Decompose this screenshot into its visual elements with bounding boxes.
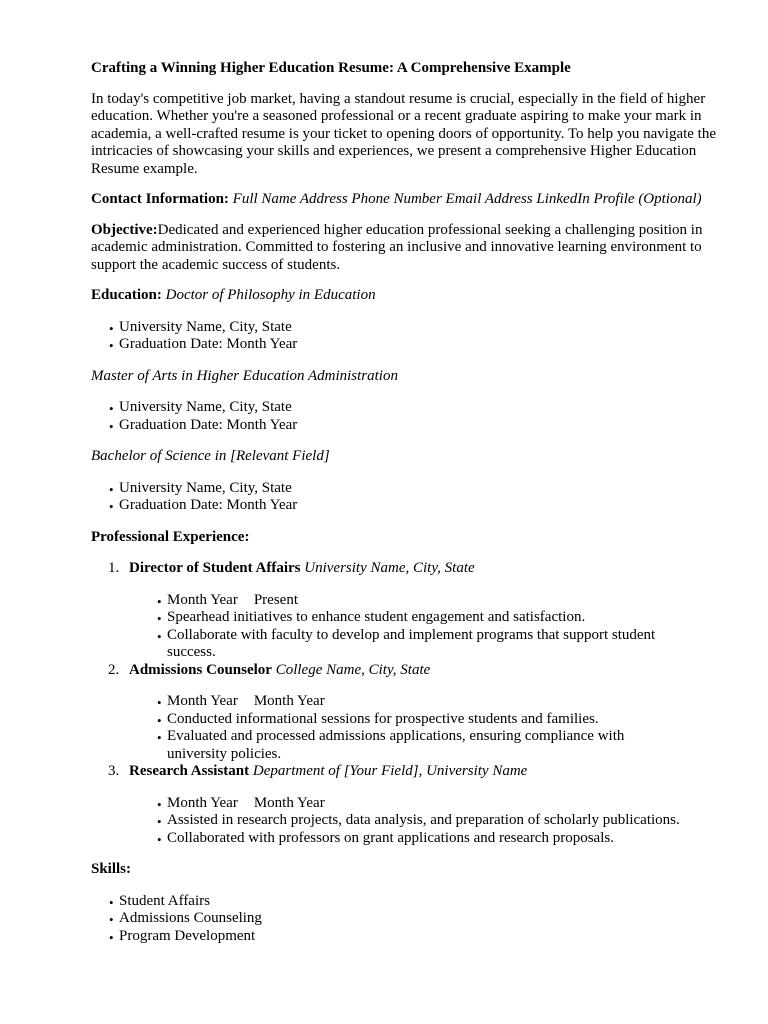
intro-paragraph: In today's competitive job market, having a standout resume is crucial, especially in the field of higher education. Whether you're a seasoned professional or a recent graduate aspiring to make your mark in academia, a well-crafted resume is your ticket to opening doors of opportunity. To help you navigate the intricacies of showcasing your skills and experiences, we present a comprehensive Higher Education Resume example. — [91, 90, 717, 177]
job-entry — [91, 560, 728, 662]
job-header — [129, 763, 728, 781]
document-title: Crafting a Winning Higher Education Resume: A Comprehensive Example — [91, 60, 571, 76]
degree-details-list — [91, 480, 728, 515]
degree-name: Master of Arts in Higher Education Administration — [91, 367, 398, 384]
job-entry — [91, 662, 728, 764]
objective-text: Dedicated and experienced higher education professional seeking a challenging position in academic administration. Committed to fostering an inclusive and innovative learning environment to support the academic success of students. — [91, 221, 703, 273]
job-org: College Name, City, State — [275, 661, 431, 678]
experience-heading: Professional Experience: — [91, 528, 250, 545]
degree-name: Doctor of Philosophy in Education — [165, 287, 376, 303]
date-start: Month Year — [167, 591, 238, 608]
job-details-list — [129, 795, 728, 848]
degree-details-list — [91, 319, 728, 354]
degree-details-list — [91, 399, 728, 434]
job-details-list — [129, 693, 728, 763]
date-end: Month Year — [253, 693, 325, 709]
education-heading — [91, 287, 728, 305]
contact-section — [91, 191, 728, 209]
date-start: Month Year — [167, 794, 238, 811]
list-item: • University Name, City, State — [119, 319, 728, 337]
list-item: • Collaborate with faculty to develop and implement programs that support student success. — [167, 627, 728, 662]
job-dates — [167, 795, 728, 813]
experience-list — [91, 560, 728, 847]
job-number: 3. — [108, 763, 120, 779]
list-item: • Spearhead initiatives to enhance student engagement and satisfaction. — [167, 609, 728, 627]
job-entry — [91, 763, 728, 847]
job-header — [129, 662, 728, 680]
date-start: Month Year — [167, 693, 238, 709]
job-org: University Name, City, State — [304, 560, 475, 576]
job-org: Department of [Your Field], University Name — [252, 763, 528, 779]
job-header — [129, 560, 728, 578]
job-details-list — [129, 592, 728, 662]
skills-list — [91, 893, 728, 946]
job-dates — [167, 592, 728, 610]
job-number: 2. — [108, 661, 120, 678]
job-number: 1. — [108, 560, 120, 576]
list-item: • Program Development — [119, 928, 728, 946]
list-item: • Graduation Date: Month Year — [119, 336, 728, 354]
education-label: Education: — [91, 287, 162, 303]
skills-heading: Skills: — [91, 861, 132, 877]
job-dates — [167, 693, 728, 711]
date-end: Month Year — [253, 794, 325, 811]
date-end: Present — [253, 591, 299, 608]
objective-label: Objective: — [91, 221, 158, 238]
list-item: • Graduation Date: Month Year — [119, 417, 728, 435]
list-item: • Student Affairs — [119, 893, 728, 911]
list-item: • Evaluated and processed admissions applications, ensuring compliance with university policies. — [167, 728, 728, 763]
contact-text: Full Name Address Phone Number Email Address LinkedIn Profile (Optional) — [232, 191, 702, 207]
list-item: • Graduation Date: Month Year — [119, 497, 728, 515]
list-item: • Admissions Counseling — [119, 910, 728, 928]
list-item: • Assisted in research projects, data analysis, and preparation of scholarly publications. — [167, 812, 728, 830]
list-item: • Collaborated with professors on grant applications and research proposals. — [167, 830, 728, 848]
contact-label: Contact Information: — [91, 191, 229, 207]
job-title: Director of Student Affairs — [129, 560, 301, 576]
list-item: • University Name, City, State — [119, 399, 728, 417]
list-item: • Conducted informational sessions for prospective students and families. — [167, 711, 728, 729]
objective-section — [91, 222, 728, 275]
degree-name: Bachelor of Science in [Relevant Field] — [91, 448, 330, 464]
job-title: Research Assistant — [129, 763, 250, 779]
list-item: • University Name, City, State — [119, 480, 728, 498]
job-title: Admissions Counselor — [129, 661, 272, 678]
